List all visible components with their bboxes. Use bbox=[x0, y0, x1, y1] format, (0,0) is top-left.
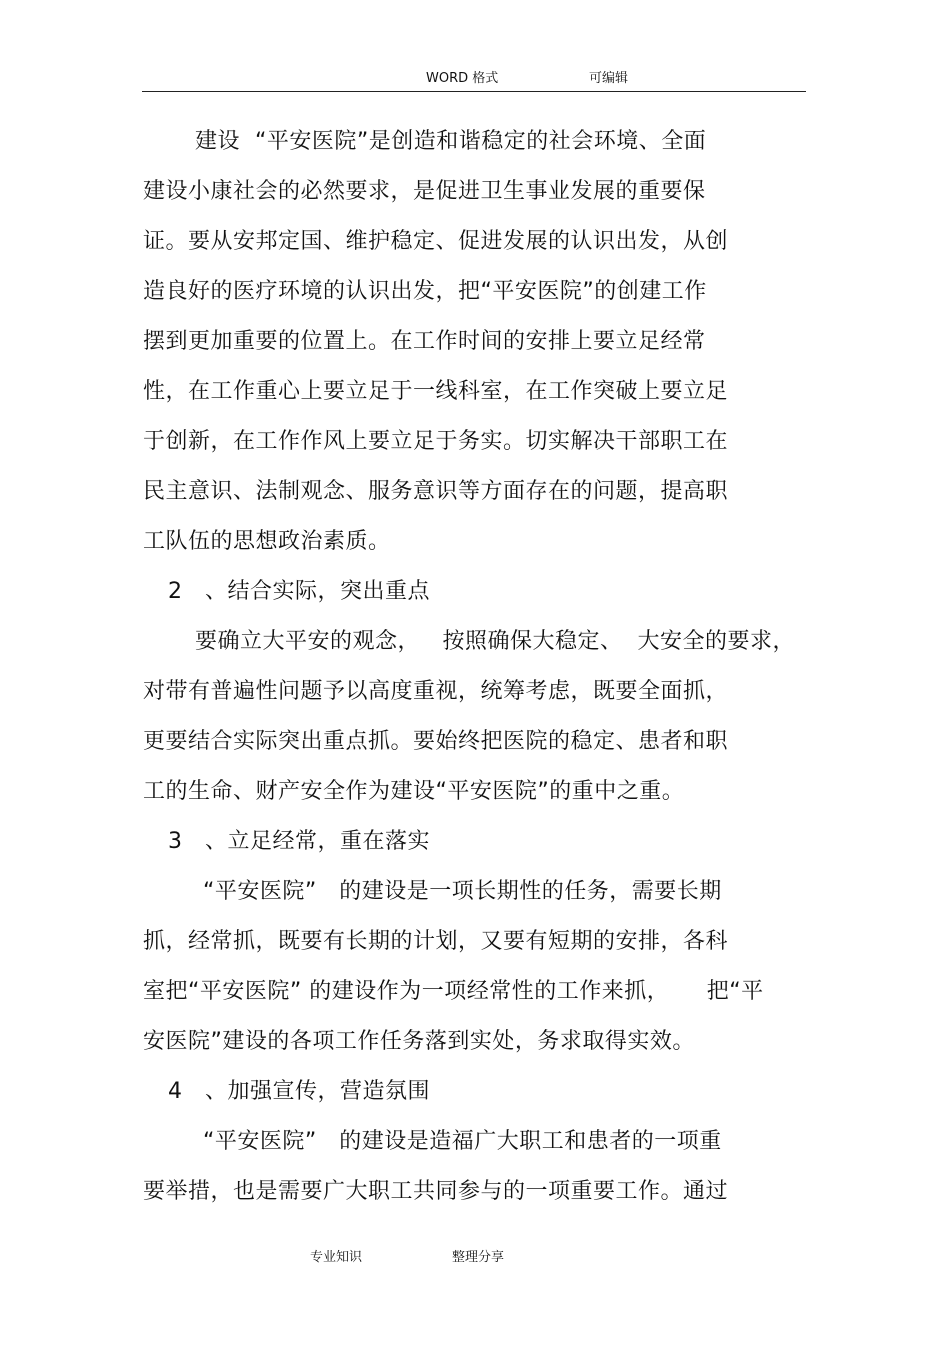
paragraph-line: 性，在工作重心上要立足于一线科室，在工作突破上要立足 bbox=[143, 379, 729, 404]
section-heading: 2 、结合实际，突出重点 bbox=[168, 579, 430, 604]
paragraph-line: 抓，经常抓，既要有长期的计划，又要有短期的安排，各科 bbox=[143, 929, 729, 954]
paragraph-line: 证。要从安邦定国、维护稳定、促进发展的认识出发，从创 bbox=[143, 229, 729, 254]
paragraph-line: 工队伍的思想政治素质。 bbox=[143, 529, 391, 554]
paragraph-line: 要举措，也是需要广大职工共同参与的一项重要工作。通过 bbox=[143, 1179, 729, 1204]
section-heading: 3 、立足经常，重在落实 bbox=[168, 829, 430, 854]
paragraph-line: “平安医院” 的建设是一项长期性的任务，需要长期 bbox=[203, 879, 722, 904]
footer-left-text: 专业知识 bbox=[310, 1250, 363, 1265]
paragraph-line: 安医院”建设的各项工作任务落到实处，务求取得实效。 bbox=[143, 1029, 695, 1054]
paragraph-line: 摆到更加重要的位置上。在工作时间的安排上要立足经常 bbox=[143, 329, 706, 354]
paragraph-line: 室把“平安医院” 的建设作为一项经常性的工作来抓， 把“平 bbox=[143, 979, 764, 1004]
paragraph-line: 对带有普遍性问题予以高度重视，统筹考虑，既要全面抓， bbox=[143, 679, 729, 704]
paragraph-line: 工的生命、财产安全作为建设“平安医院”的重中之重。 bbox=[143, 779, 685, 804]
header-left-text: WORD 格式 bbox=[426, 71, 499, 86]
paragraph-line: 于创新，在工作作风上要立足于务实。切实解决干部职工在 bbox=[143, 429, 729, 454]
header-right-text: 可编辑 bbox=[589, 71, 629, 86]
paragraph-line: 民主意识、法制观念、服务意识等方面存在的问题，提高职 bbox=[143, 479, 729, 504]
header-divider bbox=[142, 91, 806, 92]
paragraph-line: 建设小康社会的必然要求，是促进卫生事业发展的重要保 bbox=[143, 179, 706, 204]
section-heading: 4 、加强宣传，营造氛围 bbox=[168, 1079, 430, 1104]
paragraph-line: 建设 “平安医院”是创造和谐稳定的社会环境、全面 bbox=[195, 129, 707, 154]
paragraph-line: 要确立大平安的观念， 按照确保大稳定、 大安全的要求， bbox=[195, 629, 795, 654]
footer-right-text: 整理分享 bbox=[452, 1250, 505, 1265]
paragraph-line: “平安医院” 的建设是造福广大职工和患者的一项重 bbox=[203, 1129, 722, 1154]
paragraph-line: 造良好的医疗环境的认识出发，把“平安医院”的创建工作 bbox=[143, 279, 707, 304]
paragraph-line: 更要结合实际突出重点抓。要始终把医院的稳定、患者和职 bbox=[143, 729, 729, 754]
